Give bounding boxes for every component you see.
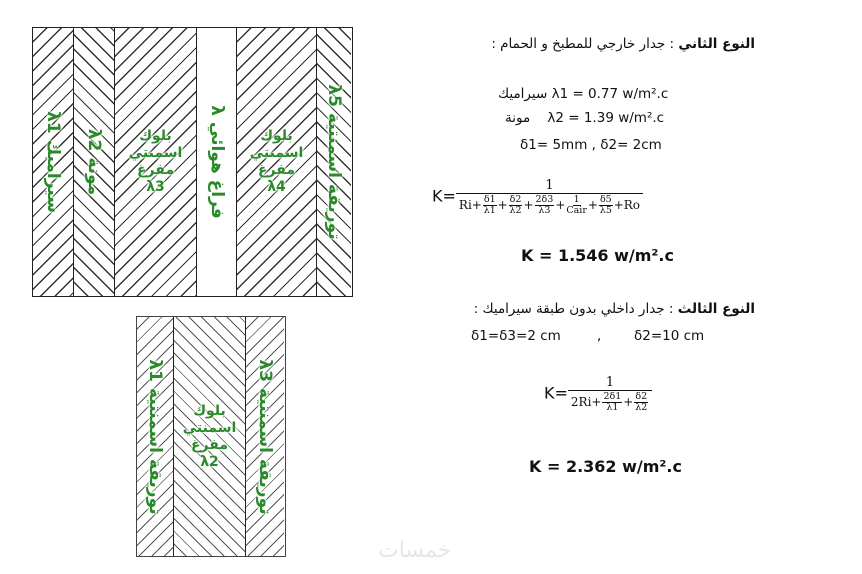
layer-cement-render [137,317,174,556]
section-heading-type2: النوع الثاني : جدار خارجي للمطبخ و الحمام : [491,36,755,52]
formula-k-type2: K= 1 Ri+ $\frac{\delta 1}{\lambda 1}$ + $\frac{\delta 2}{\lambda 2}$ + $\frac{2\delta 3}{\lambda 3}$ + 1 Cair + $\frac{\delta 5}{\lambda 5}$ +Ro [432,178,643,216]
layer-label: λ2 مونة [84,128,104,196]
thickness-separator: , [597,328,602,344]
layer-label: λ5 توريقة اسمنتية [324,84,344,240]
layer-label: λ1 سيراميك [43,111,63,213]
result-type3: K = 2.362 w/m².c [529,457,682,476]
conductivity-line-1: سيراميك λ1 = 0.77 w/m².c [498,86,669,102]
wall-diagram-interior [136,316,286,557]
result-type2: K = 1.546 w/m².c [521,246,674,265]
layer-cement-render [317,28,351,296]
layer-mortar [74,28,115,296]
layer-ceramic [33,28,74,296]
conductivity-line-2: مونة λ2 = 1.39 w/m².c [505,110,665,126]
block-label: بلوك اسمنتي مفرغ λ2 [182,402,237,470]
block-label: بلوك اسمنتي مفرغ λ4 [249,128,304,195]
block-label: بلوك اسمنتي مفرغ λ3 [128,128,183,195]
wall-diagram-exterior [32,27,353,297]
layer-hollow-block [237,28,317,296]
layer-label: λ1 توريقة اسمنتية [145,358,165,515]
section-heading-type3: النوع الثالث : جدار داخلي بدون طبقة سيراميك : [473,301,755,317]
layer-label: λ3 توريقة اسمنتية [255,358,275,515]
layer-hollow-block [115,28,197,296]
layer-cement-render [246,317,284,556]
layer-label: λ فراغ هوائي [206,105,227,219]
thickness-b-type3: δ2=10 cm [634,328,705,344]
thickness-a-type3: δ1=δ3=2 cm [471,328,561,344]
thickness-line: δ1= 5mm , δ2= 2cm [520,137,662,153]
site-watermark: خمسات [378,538,452,563]
edge-fade [100,510,130,574]
layer-air-gap [197,28,237,296]
layer-hollow-block [174,317,246,556]
formula-k-type3: K= 1 2Ri+ $\frac{2\delta 1}{\lambda 1}$ + $\frac{\delta 2}{\lambda 2}$ [544,375,652,413]
